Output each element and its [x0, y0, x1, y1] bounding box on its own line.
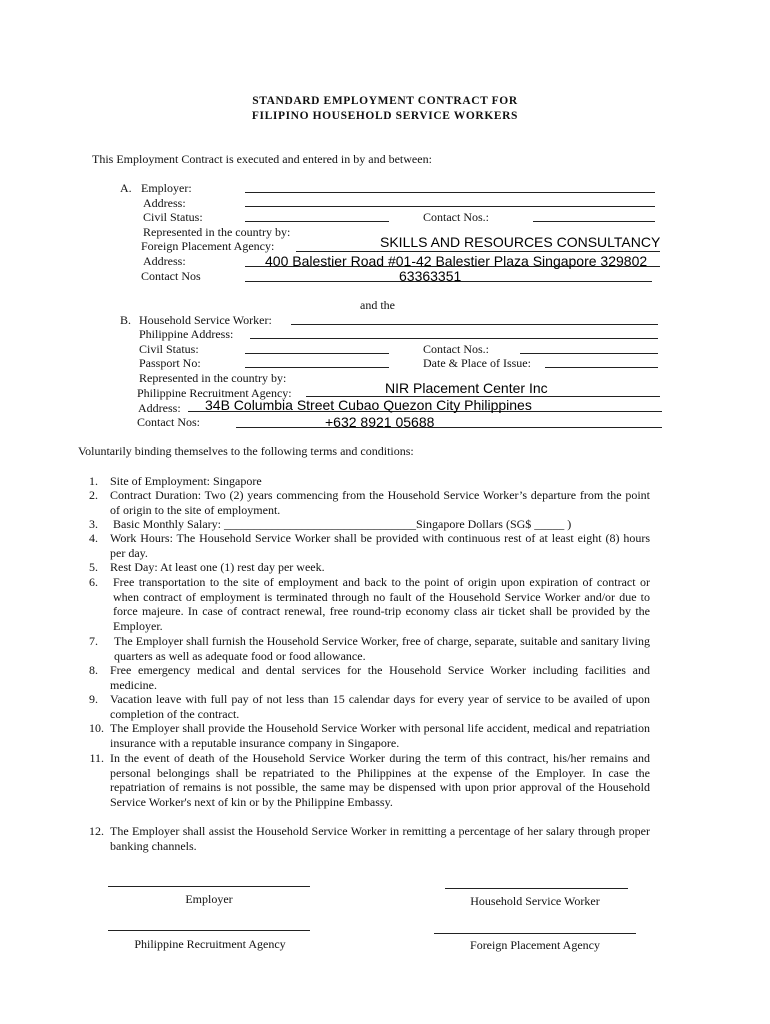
term-number: 2.	[89, 488, 98, 502]
philippine-agency-contact-label: Contact Nos:	[137, 415, 200, 429]
employer-contact-field[interactable]	[533, 221, 655, 222]
placement-agency-signature-line[interactable]	[434, 933, 636, 934]
term-number: 5.	[89, 560, 98, 574]
employer-marker: A.	[120, 181, 132, 195]
term-number: 6.	[89, 575, 98, 589]
employer-signature-line[interactable]	[108, 886, 310, 887]
term-text: Free transportation to the site of employment and back to the point of origin upon expiration of contract or when contract of employment is terminated through no fault of the Household Service Worker and/or due to force majeure. In case of contract renewal, free round-trip economy class air ticket shall be provided by the Employer.	[113, 575, 650, 633]
date-place-issue-label: Date & Place of Issue:	[423, 356, 531, 370]
term-text: Work Hours: The Household Service Worker shall be provided with continuous rest of at least eight (8) hours per day.	[110, 531, 650, 560]
and-the-text: and the	[360, 298, 395, 312]
worker-label: Household Service Worker:	[139, 313, 272, 327]
worker-address-label: Philippine Address:	[139, 327, 234, 341]
contract-title-line2: FILIPINO HOUSEHOLD SERVICE WORKERS	[251, 110, 519, 122]
worker-civil-status-label: Civil Status:	[139, 342, 199, 356]
worker-contact-label: Contact Nos.:	[423, 342, 489, 356]
term-number: 11.	[89, 751, 104, 765]
term-text: In the event of death of the Household Service Worker during the term of this contract, his/her remains and personal belongings shall be repatriated to the Philippines at the expense of the Employer. In case the repatriation of remains is not possible, the same may be dispensed with upon prior approval of the Household Service Worker's next of kin or by the Philippine Embassy.	[110, 751, 650, 809]
worker-represented-label: Represented in the country by:	[139, 371, 287, 385]
date-place-issue-field[interactable]	[545, 367, 658, 368]
term-number: 7.	[89, 634, 98, 648]
term-text: Contract Duration: Two (2) years commencing from the Household Service Worker’s departure from the point of origin to the site of employment.	[110, 488, 650, 517]
philippine-agency-value: NIR Placement Center Inc	[385, 380, 548, 396]
worker-signature-line[interactable]	[445, 888, 628, 889]
term-number: 9.	[89, 692, 98, 706]
term-text: Free emergency medical and dental services for the Household Service Worker including facilities and medicine.	[110, 663, 650, 692]
foreign-agency-contact-value: 63363351	[399, 268, 462, 284]
term-text: The Employer shall provide the Household Service Worker with personal life accident, medical and repatriation insurance with a reputable insurance company in Singapore.	[110, 721, 650, 750]
placement-agency-signature-label: Foreign Placement Agency	[470, 938, 600, 952]
term-text: The Employer shall assist the Household Service Worker in remitting a percentage of her salary through proper banking channels.	[110, 824, 650, 853]
employer-label: Employer:	[141, 181, 192, 195]
foreign-agency-address-label: Address:	[143, 254, 186, 268]
employer-address-field[interactable]	[245, 206, 655, 207]
worker-contact-field[interactable]	[520, 353, 658, 354]
term-text: Basic Monthly Salary: ________________________________Singapore Dollars (SG$ _____ )	[113, 517, 572, 531]
philippine-agency-label: Philippine Recruitment Agency:	[137, 386, 292, 400]
worker-name-field[interactable]	[291, 324, 658, 325]
term-number: 3.	[89, 517, 98, 531]
philippine-agency-contact-field[interactable]	[236, 427, 662, 428]
employer-signature-label: Employer	[185, 892, 233, 906]
term-text: Vacation leave with full pay of not less than 15 calendar days for every year of service to be availed of upon completion of the contract.	[110, 692, 650, 721]
philippine-agency-address-value: 34B Columbia Street Cubao Quezon City Philippines	[205, 397, 532, 413]
term-number: 1.	[89, 474, 98, 488]
intro-text: This Employment Contract is executed and entered in by and between:	[92, 152, 432, 166]
employer-civil-status-field[interactable]	[245, 221, 389, 222]
employer-name-field[interactable]	[245, 192, 655, 193]
employer-contact-label: Contact Nos.:	[423, 210, 489, 224]
term-number: 10.	[89, 721, 104, 735]
term-number: 4.	[89, 531, 98, 545]
employer-represented-label: Represented in the country by:	[143, 225, 291, 239]
binding-text: Voluntarily binding themselves to the following terms and conditions:	[78, 444, 414, 458]
worker-signature-label: Household Service Worker	[470, 894, 600, 908]
term-number: 8.	[89, 663, 98, 677]
term-text: Rest Day: At least one (1) rest day per week.	[110, 560, 325, 574]
recruitment-agency-signature-label: Philippine Recruitment Agency	[134, 937, 286, 951]
contract-title-line1: STANDARD EMPLOYMENT CONTRACT FOR	[252, 95, 518, 107]
worker-civil-status-field[interactable]	[245, 353, 389, 354]
foreign-agency-address-value: 400 Balestier Road #01-42 Balestier Plaza Singapore 329802	[265, 253, 648, 269]
philippine-agency-contact-value: +632 8921 05688	[325, 414, 435, 430]
foreign-agency-contact-label: Contact Nos	[141, 269, 201, 283]
employer-civil-status-label: Civil Status:	[143, 210, 203, 224]
philippine-agency-address-label: Address:	[138, 401, 181, 415]
passport-field[interactable]	[245, 367, 389, 368]
passport-label: Passport No:	[139, 356, 201, 370]
recruitment-agency-signature-line[interactable]	[108, 930, 310, 931]
term-number: 12.	[89, 824, 104, 838]
foreign-agency-field[interactable]	[296, 251, 660, 252]
term-text: Site of Employment: Singapore	[110, 474, 262, 488]
worker-address-field[interactable]	[250, 338, 658, 339]
employer-address-label: Address:	[143, 196, 186, 210]
term-text: The Employer shall furnish the Household Service Worker, free of charge, separate, suitable and sanitary living quarters as well as adequate food or food allowance.	[114, 634, 650, 663]
foreign-agency-label: Foreign Placement Agency:	[141, 239, 275, 253]
worker-marker: B.	[120, 313, 132, 327]
foreign-agency-value: SKILLS AND RESOURCES CONSULTANCY	[380, 234, 661, 250]
